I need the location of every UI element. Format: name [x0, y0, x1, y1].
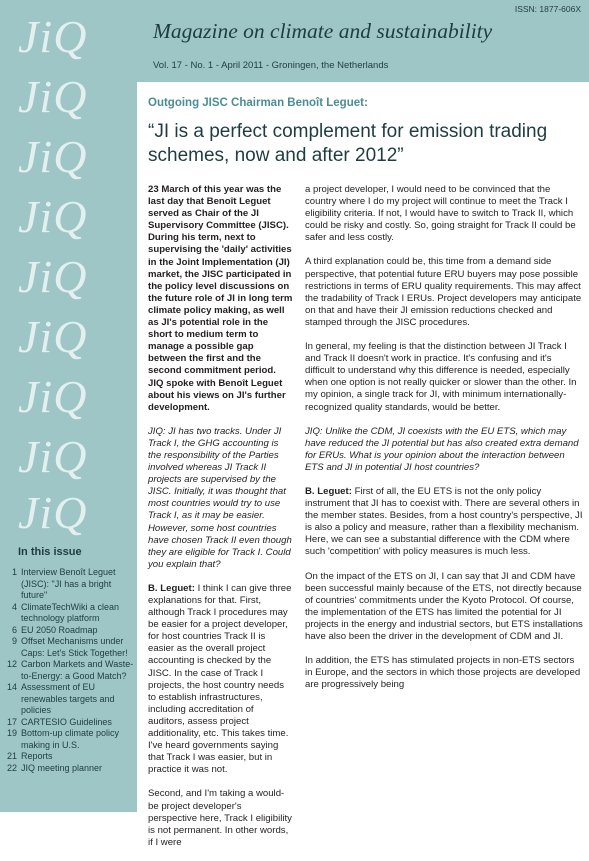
toc-item[interactable] [4, 682, 136, 717]
article-paragraph: In addition, the ETS has stimulated projects in non-ETS sectors in Europe, and the sectors in which those projects are developed are progressively being [305, 655, 581, 691]
toc-item[interactable] [4, 717, 136, 729]
toc-title: Carbon Markets and Waste-to-Energy: a Good Match? [21, 659, 134, 681]
toc-title: Reports [21, 751, 53, 761]
speaker-label: B. Leguet: [305, 485, 352, 497]
article-paragraph: Second, and I'm taking a would-be project developer's perspective here, Track I eligibility is not permanent. In other words, if I were [148, 788, 292, 848]
article-intro: 23 March of this year was the last day that Benoît Leguet served as Chair of the JI Supervisory Committee (JISC). During his term, next to supervising the 'daily' activities in the Joint Implementation (JI) market, the JISC participated in the policy level discussions on the future role of JI in long term climate policy making, as well as JI's potential role in the short to medium term to manage a possible gap between the first and the second commitment period. JIQ spoke with Benoît Leguet about his views on JI's further development. [148, 184, 293, 413]
jiq-brand-logo: JiQ [18, 11, 88, 62]
interview-question: JIQ: JI has two tracks. Under JI Track I, the GHG accounting is the responsibility of the Parties involved whereas JI Track II projects are supervised by the JISC. Initially, it was thought that most countries would try to use Track I, as it may be easier. However, some host countries have chosen Track II even though they are eligible for Track I. Could you explain that? [148, 425, 292, 570]
jiq-brand-logo: JiQ [18, 371, 88, 422]
toc-title: EU 2050 Roadmap [21, 624, 98, 635]
answer-text: I think I can give three explanations for that. First, although Track I procedures may be easier for a project developer, for host countries Track II is easier as the overall project accounting is checked by the JISC. In the case of Track I projects, the host country needs to establish infrastructures, including accreditation of auditors, assess project additionality, etc. This takes time. I've heard governments saying that Track I was easier, but in practice it was not. [148, 582, 292, 776]
toc-page: 17 [6, 716, 17, 727]
jiq-brand-logo: JiQ [18, 71, 88, 122]
toc-page: 6 [11, 624, 17, 635]
toc-title: CARTESIO Guidelines [21, 716, 112, 727]
article-column-right [305, 184, 583, 703]
toc-item[interactable] [4, 625, 136, 637]
article-paragraph: A third explanation could be, this time from a demand side perspective, that potential future ERU buyers may pose possible restrictions in terms of ERU quality requirements. This may affect the tradability of Track I ERUs. Project developers may anticipate on that and have their JI emission reductions checked and stamped through the JISC procedures. [305, 256, 582, 328]
article-paragraph: On the impact of the ETS on JI, I can say that JI and CDM have been successful mainly because of the ETS, not directly because of countries' commitments under the Kyoto Protocol. Of course, the implementation of the ETS has limited the potential for JI projects in the energy and industrial sectors, but ETS installations have also been the driver in the development of CDM and JI. [305, 570, 583, 642]
interview-answer [305, 486, 583, 559]
toc-item[interactable] [4, 728, 136, 751]
article-headline: “JI is a perfect complement for emission trading schemes, now and after 2012” [148, 121, 548, 166]
toc-page: 9 [11, 636, 17, 646]
article-column-left [148, 184, 293, 861]
toc-item[interactable] [4, 659, 136, 682]
toc-page: 19 [6, 728, 17, 738]
toc-item[interactable] [4, 636, 136, 659]
article-kicker: Outgoing JISC Chairman Benoît Leguet: [148, 97, 368, 109]
toc-title: ClimateTechWiki a clean technology platform [21, 601, 120, 623]
jiq-brand-logo: JiQ [18, 191, 88, 242]
article-paragraph: In general, my feeling is that the distinction between JI Track I and Track II doesn't work in practice. It's confusing and it's difficult to understand why this difference is needed, especially when one option is not really quicker or slower than the other. In my opinion, a single track for JI, with minimum internationally-recognized quality standards, would be better. [305, 341, 577, 413]
jiq-brand-logo: JiQ [18, 311, 88, 362]
jiq-brand-logo: JiQ [18, 487, 88, 538]
article-paragraph: a project developer, I would need to be convinced that the country where I do my project will continue to meet the Track I eligibility criteria. If not, I would have to switch to Track II, which could be risky and costly. So, going straight for Track II could be safer and less costly. [305, 184, 576, 244]
toc-page: 22 [6, 762, 17, 773]
magazine-title: Magazine on climate and sustainability [153, 19, 493, 43]
toc-title: Interview Benoît Leguet (JISC): "JI has a bright future" [21, 567, 116, 600]
interview-question: JIQ: Unlike the CDM, JI coexists with the EU ETS, which may have reduced the JI potential but has also created extra demand for ERUs. What is your opinion about the interaction between ETS and JI in potential JI host countries? [305, 425, 579, 473]
toc-title: Bottom-up climate policy making in U.S. [21, 728, 120, 750]
toc-item[interactable] [4, 763, 136, 775]
toc-item[interactable] [4, 602, 136, 625]
toc-page: 14 [6, 682, 17, 692]
volume-line: Vol. 17 - No. 1 - April 2011 - Groningen, the Netherlands [153, 60, 389, 71]
toc-page: 12 [6, 659, 17, 669]
toc-page: 4 [11, 601, 17, 612]
jiq-brand-logo: JiQ [18, 251, 88, 302]
toc-title: Offset Mechanisms under Caps: Let's Stick Together! [21, 636, 128, 658]
answer-text: First of all, the EU ETS is not the only policy instrument that JI has to coexist with. There are several others in the member states. Besides, from a host country's perspective, JI is also a policy and measure, rather than a flexibility mechanism. Here, we can see a substantial difference with the CDM where such 'competition' with policy measures is much less. [305, 485, 583, 558]
jiq-brand-logo: JiQ [18, 131, 88, 182]
jiq-brand-logo: JiQ [18, 431, 88, 482]
interview-answer [148, 583, 293, 777]
toc-title: Assessment of EU renewables targets and policies [21, 682, 115, 715]
toc-item[interactable] [4, 567, 136, 602]
table-of-contents [4, 567, 136, 774]
issn-label: ISSN: 1877-606X [514, 4, 581, 14]
speaker-label: B. Leguet: [148, 582, 195, 594]
toc-title: JIQ meeting planner [21, 762, 103, 773]
toc-page: 21 [6, 751, 17, 761]
toc-item[interactable] [4, 751, 136, 763]
in-this-issue-title: In this issue [18, 546, 82, 558]
toc-page: 1 [11, 567, 17, 577]
masthead [137, 0, 589, 82]
